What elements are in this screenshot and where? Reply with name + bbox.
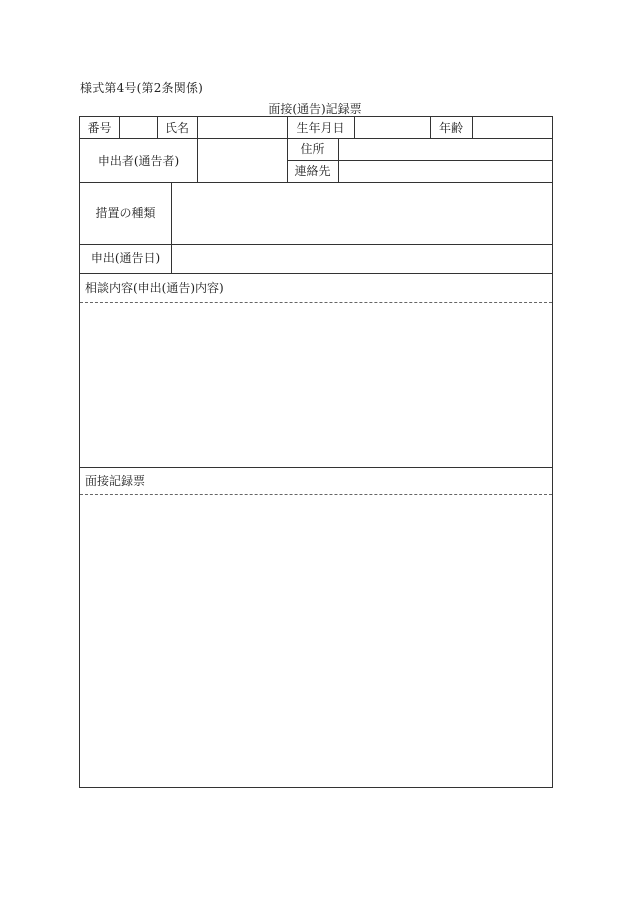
contact-label: 連絡先: [294, 164, 331, 178]
col-divider: [472, 117, 473, 138]
row-divider: [80, 467, 552, 468]
col-divider: [171, 182, 172, 273]
form-number: 様式第4号(第2条関係): [80, 81, 204, 95]
row-divider: [80, 138, 552, 139]
consultation-label: 相談内容(申出(通告)内容): [85, 281, 224, 295]
measure-type-label: 措置の種類: [95, 206, 156, 220]
birthdate-label: 生年月日: [296, 121, 345, 135]
reporter-label: 申出者(通告者): [97, 154, 180, 168]
report-date-label: 申出(通告日): [90, 251, 161, 265]
interview-header-divider: [80, 494, 552, 495]
record-form: [79, 116, 553, 788]
number-label: 番号: [87, 121, 112, 135]
col-divider: [197, 138, 198, 182]
name-label: 氏名: [164, 121, 189, 135]
consultation-header-divider: [80, 302, 552, 303]
row-divider: [287, 160, 552, 161]
row-divider: [80, 273, 552, 274]
col-divider: [197, 117, 198, 138]
interview-record-label: 面接記録票: [85, 474, 146, 488]
address-label: 住所: [300, 142, 325, 156]
form-title: 面接(通告)記録票: [268, 102, 362, 116]
age-label: 年齢: [438, 121, 463, 135]
row-divider: [80, 244, 552, 245]
col-divider: [338, 138, 339, 182]
row-divider: [80, 182, 552, 183]
col-divider: [119, 117, 120, 138]
col-divider: [354, 117, 355, 138]
